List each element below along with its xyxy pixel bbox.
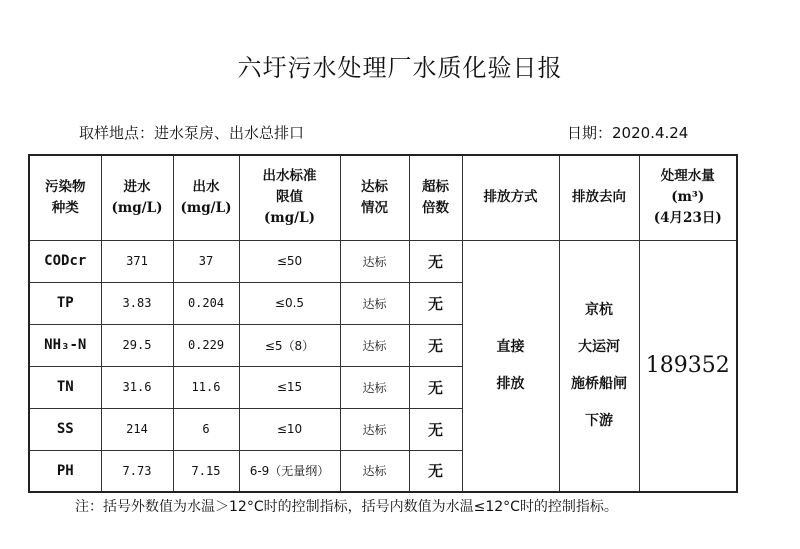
param-cell: NH₃-N <box>29 324 101 366</box>
header-discharge-dest: 排放去向 <box>559 155 639 240</box>
effluent-cell: 0.204 <box>173 282 239 324</box>
effluent-cell: 11.6 <box>173 366 239 408</box>
report-title: 六圩污水处理厂水质化验日报 <box>237 54 563 82</box>
exceed-cell: 无 <box>409 282 462 324</box>
exceed-cell: 无 <box>409 324 462 366</box>
influent-cell: 371 <box>101 240 173 282</box>
discharge-dest-cell: 京杭 大运河 施桥船闸 下游 <box>559 240 639 492</box>
limit-cell: ≤50 <box>239 240 340 282</box>
sampling-location: 取样地点：进水泵房、出水总排口 <box>79 124 305 142</box>
status-cell: 达标 <box>340 282 409 324</box>
status-cell: 达标 <box>340 408 409 450</box>
header-status: 达标 情况 <box>340 155 409 240</box>
limit-cell: ≤15 <box>239 366 340 408</box>
exceed-cell: 无 <box>409 366 462 408</box>
exceed-cell: 无 <box>409 450 462 492</box>
header-row <box>29 155 737 240</box>
report-date: 日期：2020.4.24 <box>567 124 689 142</box>
status-cell: 达标 <box>340 450 409 492</box>
limit-cell: ≤5（8） <box>239 324 340 366</box>
exceed-cell: 无 <box>409 240 462 282</box>
param-cell: TP <box>29 282 101 324</box>
param-cell: CODcr <box>29 240 101 282</box>
effluent-cell: 6 <box>173 408 239 450</box>
treated-volume-cell: 189352 <box>639 240 737 492</box>
status-cell: 达标 <box>340 240 409 282</box>
effluent-cell: 37 <box>173 240 239 282</box>
header-volume: 处理水量 (m³) (4月23日) <box>639 155 737 240</box>
header-exceed: 超标 倍数 <box>409 155 462 240</box>
influent-cell: 7.73 <box>101 450 173 492</box>
table-row <box>29 240 737 282</box>
limit-cell: ≤10 <box>239 408 340 450</box>
param-cell: SS <box>29 408 101 450</box>
influent-cell: 3.83 <box>101 282 173 324</box>
limit-cell: ≤0.5 <box>239 282 340 324</box>
water-quality-table <box>28 154 738 493</box>
param-cell: TN <box>29 366 101 408</box>
effluent-cell: 7.15 <box>173 450 239 492</box>
param-cell: PH <box>29 450 101 492</box>
exceed-cell: 无 <box>409 408 462 450</box>
status-cell: 达标 <box>340 324 409 366</box>
influent-cell: 31.6 <box>101 366 173 408</box>
header-pollutant: 污染物 种类 <box>29 155 101 240</box>
header-influent: 进水 (mg/L) <box>101 155 173 240</box>
header-discharge-method: 排放方式 <box>462 155 559 240</box>
header-limit: 出水标准 限值 (mg/L) <box>239 155 340 240</box>
effluent-cell: 0.229 <box>173 324 239 366</box>
status-cell: 达标 <box>340 366 409 408</box>
limit-cell: 6-9（无量纲） <box>239 450 340 492</box>
influent-cell: 29.5 <box>101 324 173 366</box>
influent-cell: 214 <box>101 408 173 450</box>
footnote: 注：括号外数值为水温＞12°C时的控制指标，括号内数值为水温≤12°C时的控制指标。 <box>75 499 618 515</box>
discharge-method-cell: 直接 排放 <box>462 240 559 492</box>
header-effluent: 出水 (mg/L) <box>173 155 239 240</box>
